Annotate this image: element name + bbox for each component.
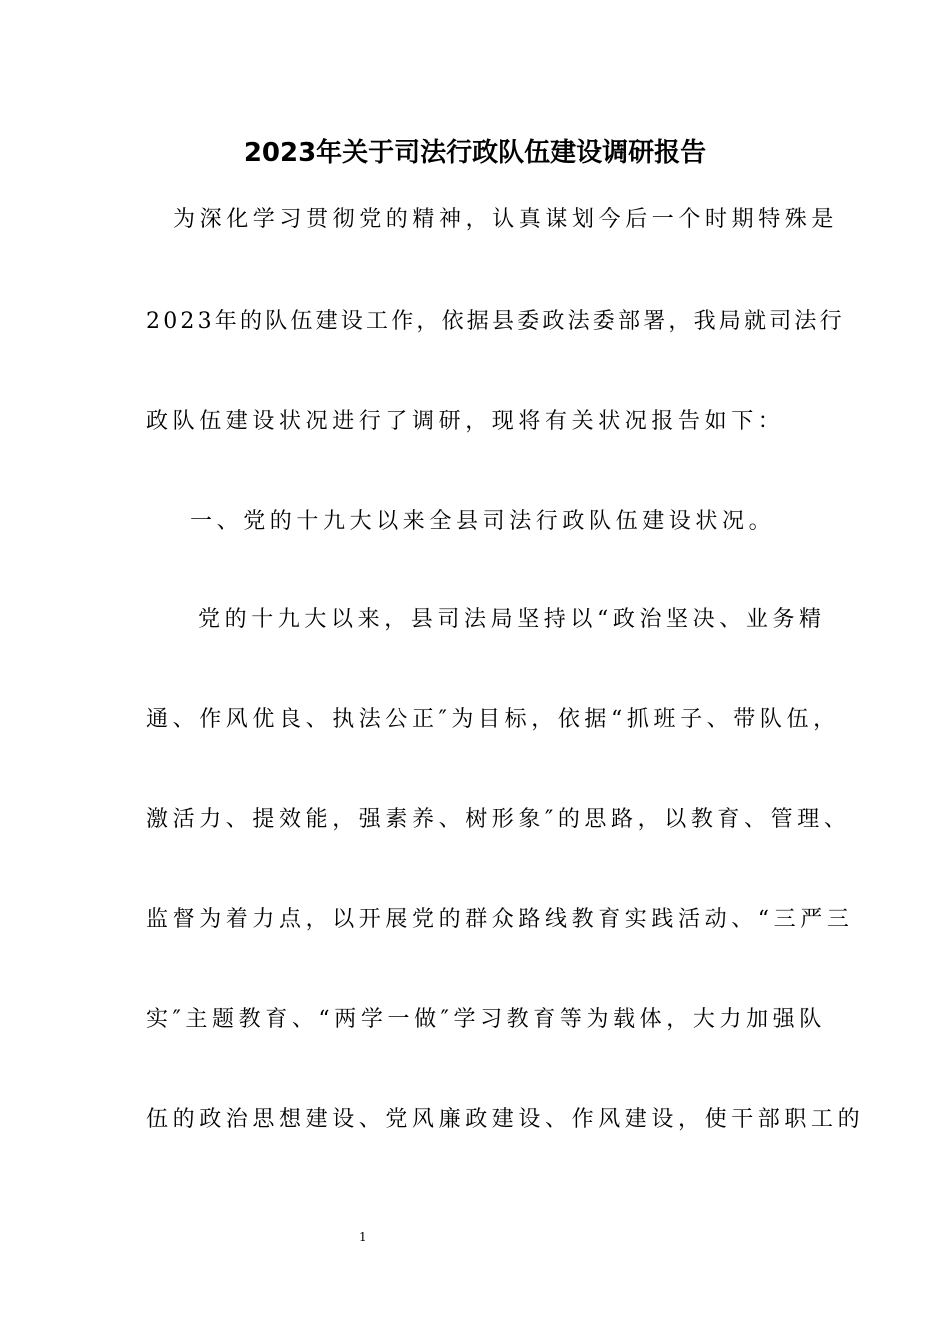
paragraph-line: 伍的政治思想建设、党风廉政建设、作风建设，使干部职工的 [146,1107,865,1132]
paragraph-line: 为深化学习贯彻党的精神，认真谋划今后一个时期特殊是 [173,207,839,232]
paragraph-line: 党的十九大以来，县司法局坚持以“政治坚决、业务精 [198,607,826,632]
paragraph-line: 通、作风优良、执法公正″为目标，依据“抓班子、带队伍， [146,707,840,732]
paragraph-line: 政队伍建设状况进行了调研，现将有关状况报告如下： [146,409,785,434]
paragraph-line: 激活力、提效能，强素养、树形象″的思路，以教育、管理、 [146,807,851,832]
document-title: 2023年关于司法行政队伍建设调研报告 [243,138,707,168]
paragraph-line: 实″主题教育、“两学一做″学习教育等为载体，大力加强队 [146,1007,826,1032]
paragraph-line: 监督为着力点，以开展党的群众路线教育实践活动、“三严三 [146,907,854,932]
paragraph-line: 2023年的队伍建设工作，依据县委政法委部署，我局就司法行 [146,309,845,334]
page-number: 1 [359,1230,367,1244]
section-heading: 一、党的十九大以来全县司法行政队伍建设状况。 [190,509,776,534]
